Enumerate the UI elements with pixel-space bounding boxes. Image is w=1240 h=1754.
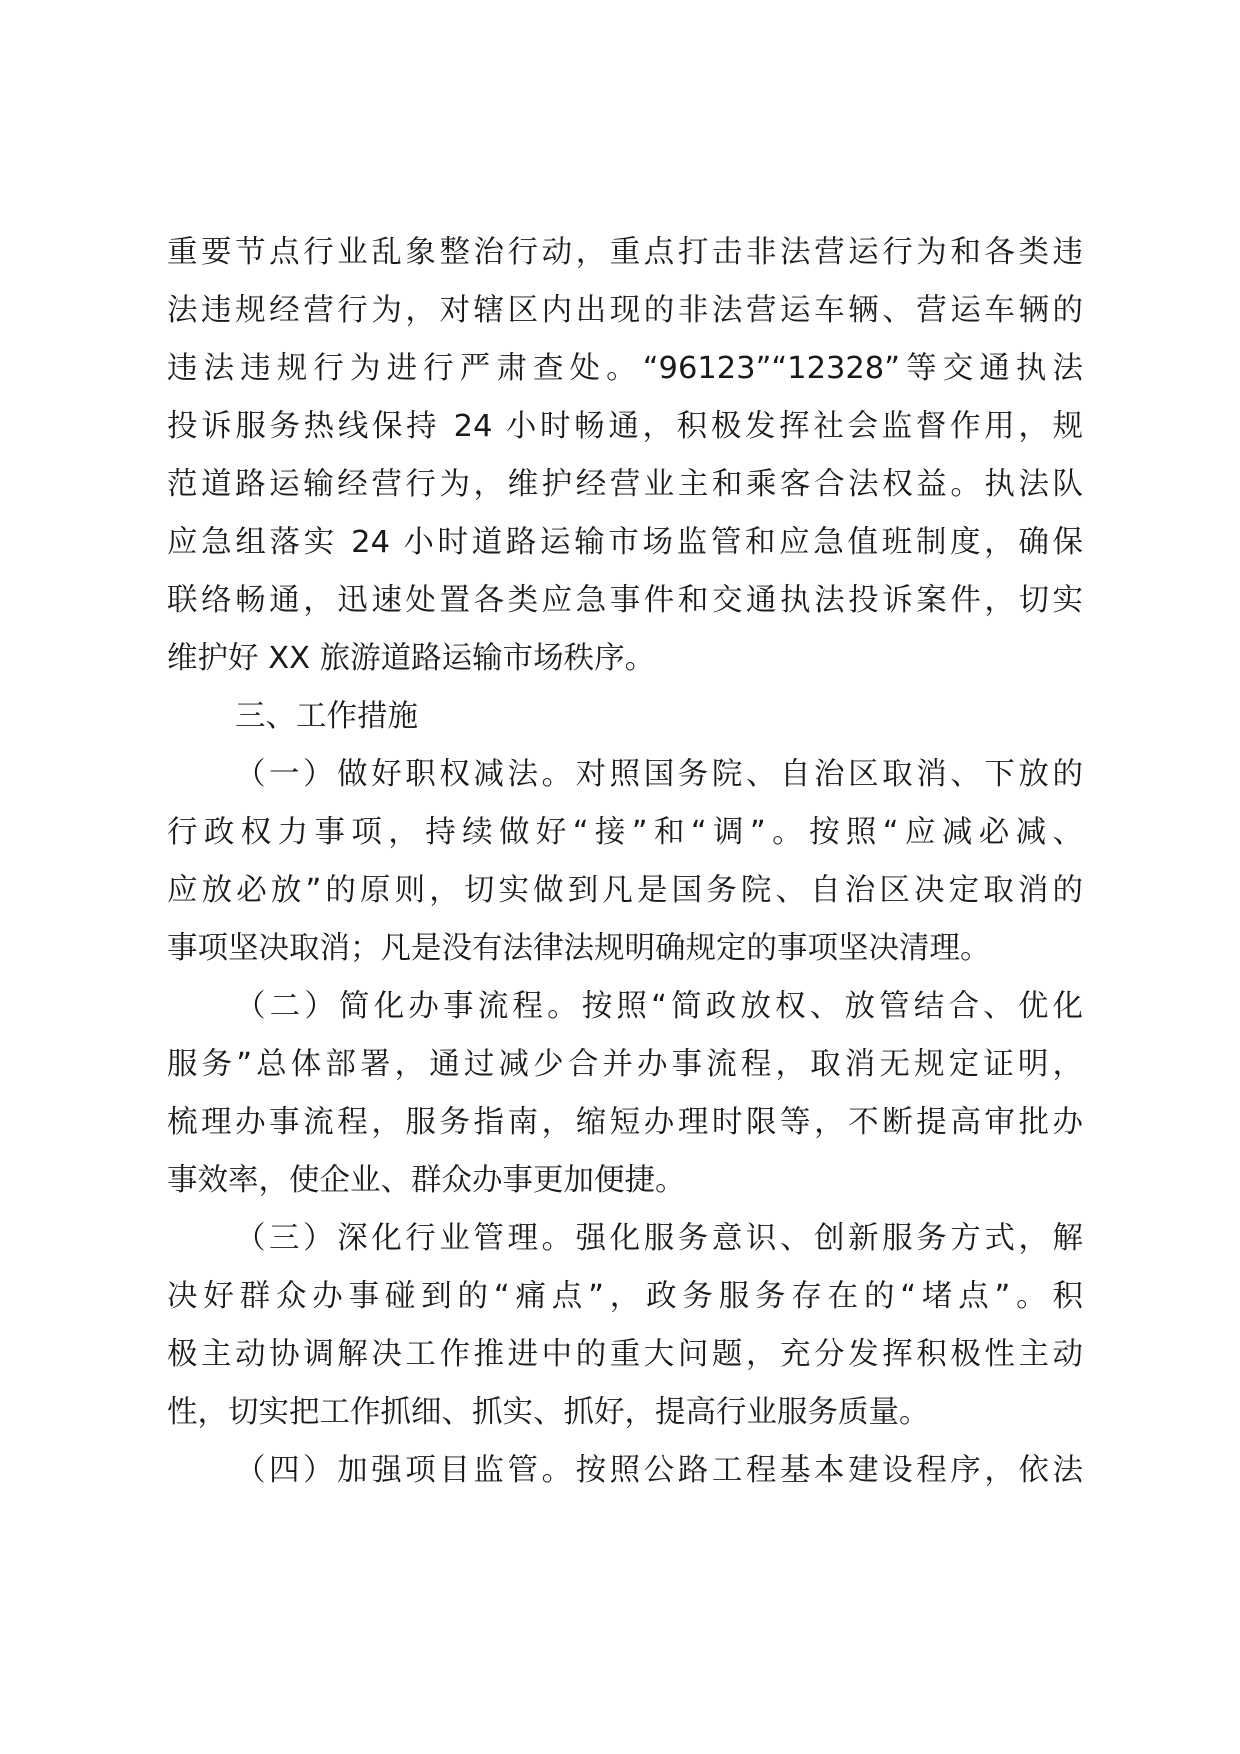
paragraph-line: 事项坚决取消；凡是没有法律法规明确规定的事项坚决清理。: [167, 931, 991, 966]
paragraph-line: 维护好 XX 旅游道路运输市场秩序。: [167, 641, 656, 676]
paragraph-line: 极主动协调解决工作推进中的重大问题，充分发挥积极性主动: [167, 1337, 1083, 1372]
paragraph-line: 重要节点行业乱象整治行动，重点打击非法营运行为和各类违: [167, 235, 1083, 270]
paragraph-line: 投诉服务热线保持 24 小时畅通，积极发挥社会监督作用，规: [167, 409, 1083, 444]
paragraph-line: 联络畅通，迅速处置各类应急事件和交通执法投诉案件，切实: [167, 583, 1083, 618]
paragraph-line: （一）做好职权减法。对照国务院、自治区取消、下放的: [235, 757, 1083, 792]
paragraph-line: 梳理办事流程，服务指南，缩短办理时限等，不断提高审批办: [167, 1105, 1083, 1140]
paragraph-line: （四）加强项目监管。按照公路工程基本建设程序，依法: [235, 1453, 1083, 1488]
paragraph-line: （二）简化办事流程。按照“简政放权、放管结合、优化: [235, 989, 1083, 1024]
paragraph-line: 应急组落实 24 小时道路运输市场监管和应急值班制度，确保: [167, 525, 1083, 560]
paragraph-line: 性，切实把工作抓细、抓实、抓好，提高行业服务质量。: [167, 1395, 930, 1430]
paragraph-line: 行政权力事项，持续做好“接”和“调”。按照“应减必减、: [167, 815, 1083, 850]
paragraph-line: 事效率，使企业、群众办事更加便捷。: [167, 1163, 686, 1198]
section-heading: 三、工作措施: [235, 699, 418, 734]
paragraph-line: 违法违规行为进行严肃查处。“96123”“12328”等交通执法: [167, 351, 1083, 386]
paragraph-line: 法违规经营行为，对辖区内出现的非法营运车辆、营运车辆的: [167, 293, 1083, 328]
paragraph-line: 范道路运输经营行为，维护经营业主和乘客合法权益。执法队: [167, 467, 1083, 502]
body-text: [167, 224, 1083, 1500]
paragraph-line: 服务”总体部署，通过减少合并办事流程，取消无规定证明，: [167, 1047, 1083, 1082]
paragraph-line: （三）深化行业管理。强化服务意识、创新服务方式，解: [235, 1221, 1083, 1256]
paragraph-line: 决好群众办事碰到的“痛点”，政务服务存在的“堵点”。积: [167, 1279, 1083, 1314]
paragraph-line: 应放必放”的原则，切实做到凡是国务院、自治区决定取消的: [167, 873, 1083, 908]
